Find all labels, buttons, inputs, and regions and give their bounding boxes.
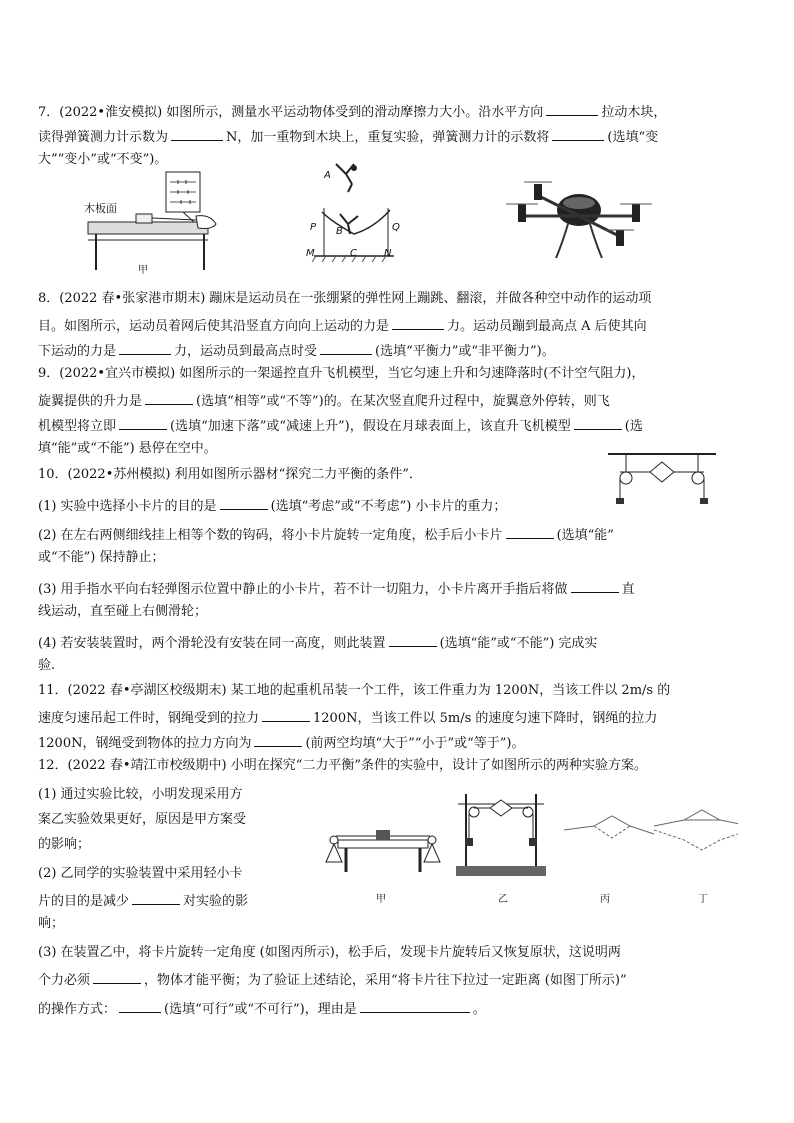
answer-blank[interactable] bbox=[552, 126, 604, 141]
q10-sub-1: (1) 实验中选择小卡片的目的是 (选填“考虑”或“不考虑”) 小卡片的重力； bbox=[38, 495, 506, 516]
answer-blank[interactable] bbox=[574, 415, 622, 430]
board-label: 木板面 bbox=[84, 202, 117, 215]
q12-sub-2-end: 响； bbox=[38, 916, 65, 931]
q12-sub-1-end: 的影响； bbox=[38, 837, 91, 852]
q12-sub-2: (2) 乙同学的实验装置中采用轻小卡 bbox=[38, 866, 243, 881]
q10-sub-3: (3) 用手指水平向右轻弹图示位置中静止的小卡片，若不计一切阻力，小卡片离开手指后将做 直 bbox=[38, 578, 635, 599]
q10-sub-2: (2) 在左右两侧细线挂上相等个数的钩码，将小卡片旋转一定角度，松手后小卡片 (选填“能” bbox=[38, 524, 614, 545]
answer-blank[interactable] bbox=[119, 415, 167, 430]
point-label: A bbox=[324, 170, 331, 181]
q12-sub-1-cont: 案乙实验效果更好，原因是甲方案受 bbox=[38, 812, 247, 827]
q7-line-2: 读得弹簧测力计示数为 N，加一重物到木块上，重复实验，弹簧测力计的示数将 (选填“变 bbox=[38, 126, 658, 147]
q9-line-1: 9．(2022•宜兴市模拟) 如图所示的一架遥控直升飞机模型，当它匀速上升和匀速降落时(不计空气阻力)， bbox=[38, 366, 645, 381]
q9-line-3: 机模型将立即 (选填“加速下落”或“减速上升”)，假设在月球表面上，该直升飞机模型 (选 bbox=[38, 415, 643, 436]
answer-blank[interactable] bbox=[119, 340, 171, 355]
q10-sub-4-cont: 验. bbox=[38, 658, 56, 673]
q11-line-3: 1200N，钢绳受到物体的拉力方向为 (前两空均填“大于”“小于”或“等于”)。 bbox=[38, 732, 525, 753]
answer-blank[interactable] bbox=[171, 126, 223, 141]
two-force-balance-figure bbox=[606, 450, 718, 510]
answer-blank[interactable] bbox=[360, 998, 470, 1013]
answer-blank[interactable] bbox=[119, 998, 161, 1013]
figure-caption: 乙 bbox=[498, 894, 508, 905]
q8-line-3: 下运动的力是 力，运动员到最高点时受 (选填“平衡力”或“非平衡力”)。 bbox=[38, 340, 555, 361]
q9-line-2: 旋翼提供的升力是 (选填“相等”或“不等”)的。在某次竖直爬升过程中，旋翼意外停转，则飞 bbox=[38, 390, 610, 411]
point-label: M bbox=[306, 248, 315, 259]
q8-line-1: 8．(2022 春•张家港市期末) 蹦床是运动员在一张绷紧的弹性网上蹦跳、翻滚，并做各种空中动作的运动项 bbox=[38, 291, 652, 306]
point-label: C bbox=[350, 248, 357, 259]
trampoline-figure bbox=[296, 156, 406, 274]
answer-blank[interactable] bbox=[145, 390, 193, 405]
two-schemes-figure bbox=[318, 786, 738, 906]
figure-caption-jia: 甲 bbox=[138, 265, 148, 276]
point-label: N bbox=[384, 248, 392, 259]
q7-line-3: 大”“变小”或“不变”)。 bbox=[38, 152, 168, 167]
q12-line-1: 12．(2022 春•靖江市校级期中) 小明在探究“二力平衡”条件的实验中，设计了如图所示的两种实验方案。 bbox=[38, 758, 647, 773]
q11-line-1: 11．(2022 春•亭湖区校级期末) 某工地的起重机吊装一个工件，该工件重力为 1200N，当该工件以 2m/s 的 bbox=[38, 683, 671, 698]
answer-blank[interactable] bbox=[392, 315, 444, 330]
q8-line-2: 目。如图所示，运动员着网后使其沿竖直方向向上运动的力是 力。运动员蹦到最高点 A 后使其向 bbox=[38, 315, 647, 336]
q12-sub-1: (1) 通过实验比较，小明发现采用方 bbox=[38, 787, 243, 802]
answer-blank[interactable] bbox=[132, 890, 180, 905]
answer-blank[interactable] bbox=[262, 707, 310, 722]
answer-blank[interactable] bbox=[546, 101, 598, 116]
figure-caption: 丙 bbox=[600, 894, 610, 905]
point-label: Q bbox=[392, 222, 400, 233]
point-label: B bbox=[336, 226, 343, 237]
q10-sub-4: (4) 若安装装置时，两个滑轮没有安装在同一高度，则此装置 (选填“能”或“不能”) 完成实 bbox=[38, 632, 597, 653]
drone-figure bbox=[504, 176, 654, 276]
q12-sub-2-cont: 片的目的是减少 对实验的影 bbox=[38, 890, 248, 911]
answer-blank[interactable] bbox=[389, 632, 437, 647]
answer-blank[interactable] bbox=[571, 578, 619, 593]
answer-blank[interactable] bbox=[220, 495, 268, 510]
answer-blank[interactable] bbox=[506, 524, 554, 539]
q10-line-1: 10．(2022•苏州模拟) 利用如图所示器材“探究二力平衡的条件”． bbox=[38, 467, 422, 482]
answer-blank[interactable] bbox=[93, 969, 141, 984]
answer-blank[interactable] bbox=[254, 732, 302, 747]
q11-line-2: 速度匀速吊起工件时，钢绳受到的拉力 1200N，当该工件以 5m/s 的速度匀速下降时，钢绳的拉力 bbox=[38, 707, 657, 728]
q9-line-4: 填“能”或“不能”) 悬停在空中。 bbox=[38, 441, 217, 456]
figure-caption: 甲 bbox=[376, 894, 386, 905]
answer-blank[interactable] bbox=[320, 340, 372, 355]
q12-sub-3-end: 的操作方式： (选填“可行”或“不可行”)，理由是 。 bbox=[38, 998, 486, 1019]
friction-experiment-figure bbox=[86, 170, 236, 280]
q10-sub-2-cont: 或“不能”) 保持静止； bbox=[38, 550, 165, 565]
q12-sub-3: (3) 在装置乙中，将卡片旋转一定角度 (如图丙所示)，松手后，发现卡片旋转后又恢复原状，这说明两 bbox=[38, 945, 621, 960]
point-label: P bbox=[310, 222, 317, 233]
q7-line-1: 7．(2022•淮安模拟) 如图所示，测量水平运动物体受到的滑动摩擦力大小。沿水平方向 拉动木块， bbox=[38, 101, 666, 122]
q10-sub-3-cont: 线运动，直至碰上右侧滑轮； bbox=[38, 604, 208, 619]
figure-caption: 丁 bbox=[698, 894, 708, 905]
q12-sub-3-cont: 个力必须 ，物体才能平衡；为了验证上述结论，采用“将卡片往下拉过一定距离 (如图丁所示)” bbox=[38, 969, 627, 990]
